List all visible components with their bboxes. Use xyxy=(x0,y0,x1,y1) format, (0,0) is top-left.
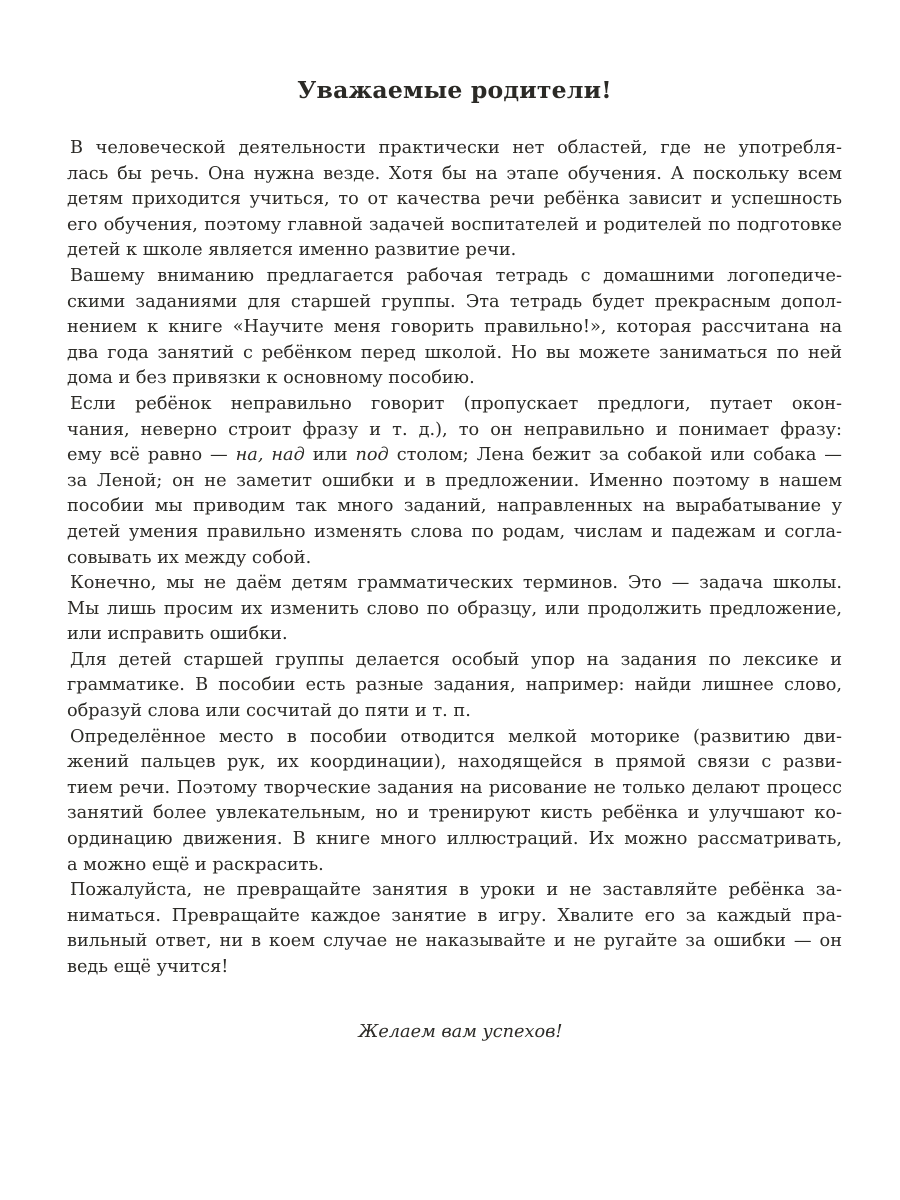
closing-wish: Желаем вам успехов! xyxy=(358,1021,563,1042)
text-line: В человеческой деятельности практически нет областей, где не употребля- xyxy=(70,138,842,158)
text-line: или исправить ошибки. xyxy=(67,624,288,645)
text-line: Определённое место в пособии отводится мелкой моторике (развитию дви- xyxy=(70,726,842,747)
text-line: тием речи. Поэтому творческие задания на рисование не только делают процесс xyxy=(67,777,842,798)
text-line: детей к школе является именно развитие речи. xyxy=(67,240,517,261)
text-line: детям приходится учиться, то от качества речи ребёнка зависит и успешность xyxy=(67,189,842,210)
text-fragment: ему всё равно — xyxy=(67,445,236,466)
text-line: ведь ещё учится! xyxy=(67,957,229,977)
text-fragment: или xyxy=(304,445,356,466)
text-line: занятий более увлекательным, но и тренируют кисть ребёнка и улучшают ко- xyxy=(67,803,842,824)
text-line: за Леной; он не заметит ошибки и в предложении. Именно поэтому в нашем xyxy=(67,470,842,491)
text-line: Вашему вниманию предлагается рабочая тетрадь с домашними логопедиче- xyxy=(70,265,842,286)
text-line: два года занятий с ребёнком перед школой. Но вы можете заниматься по ней xyxy=(67,342,842,363)
text-line: Мы лишь просим их изменить слово по образцу, или продолжить предложение, xyxy=(67,598,842,619)
text-line: чания, неверно строит фразу и т. д.), то он неправильно и понимает фразу: xyxy=(67,419,842,440)
text-line: Конечно, мы не даём детям грамматических терминов. Это — задача школы. xyxy=(70,573,842,594)
text-line: пособии мы приводим так много заданий, направленных на вырабатывание у xyxy=(67,496,842,517)
text-line: а можно ещё и раскрасить. xyxy=(67,854,324,875)
text-line: Пожалуйста, не превращайте занятия в уроки и не заставляйте ребёнка за- xyxy=(70,880,842,901)
italic-prepositions: на, над xyxy=(235,445,305,466)
text-line: детей умения правильно изменять слова по родам, числам и падежам и согла- xyxy=(67,521,842,542)
italic-preposition: под xyxy=(355,445,389,466)
text-line: образуй слова или сосчитай до пяти и т. п. xyxy=(67,701,471,722)
text-fragment: столом; Лена бежит за собакой или собака — xyxy=(388,445,842,466)
text-line: совывать их между собой. xyxy=(67,547,312,568)
text-line: вильный ответ, ни в коем случае не наказывайте и не ругайте за ошибки — он xyxy=(67,931,842,952)
text-line: его обучения, поэтому главной задачей воспитателей и родителей по подготовке xyxy=(67,214,842,235)
text-line: грамматике. В пособии есть разные задания, например: найди лишнее слово, xyxy=(67,675,842,696)
text-line: жений пальцев рук, их координации), находящейся в прямой связи с разви- xyxy=(67,752,842,773)
text-line: лась бы речь. Она нужна везде. Хотя бы на этапе обучения. А поскольку всем xyxy=(67,163,842,184)
page-title: Уважаемые родители! xyxy=(297,76,612,104)
text-line: скими заданиями для старшей группы. Эта тетрадь будет прекрасным допол- xyxy=(67,291,842,312)
text-line: дома и без привязки к основному пособию. xyxy=(67,368,475,389)
text-line: ординацию движения. В книге много иллюстраций. Их можно рассматривать, xyxy=(67,829,842,850)
document-page xyxy=(67,0,842,1200)
letter-body xyxy=(67,136,842,981)
text-line: нением к книге «Научите меня говорить правильно!», которая рассчитана на xyxy=(67,317,842,338)
text-line: ниматься. Превращайте каждое занятие в игру. Хвалите его за каждый пра- xyxy=(67,905,842,926)
text-line: Для детей старшей группы делается особый упор на задания по лексике и xyxy=(70,649,842,670)
text-line: Если ребёнок неправильно говорит (пропускает предлоги, путает окон- xyxy=(70,393,842,414)
text-line-with-italics xyxy=(67,443,842,469)
